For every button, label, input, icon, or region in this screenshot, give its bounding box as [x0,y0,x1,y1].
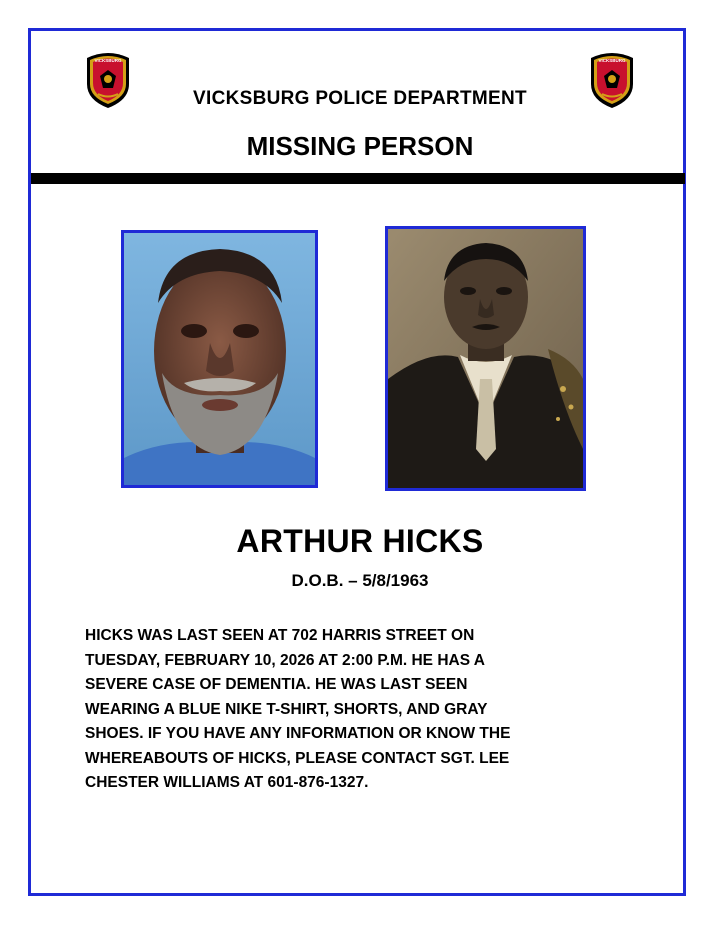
description-line: TUESDAY, FEBRUARY 10, 2026 AT 2:00 P.M. HE HAS A [85,651,485,669]
description-paragraph [85,624,655,796]
person-name: ARTHUR HICKS [236,523,484,559]
description-line: SEVERE CASE OF DEMENTIA. HE WAS LAST SEEN [85,676,468,693]
description-line: WEARING A BLUE NIKE T-SHIRT, SHORTS, AND GRAY [85,700,488,718]
date-of-birth: D.O.B. – 5/8/1963 [291,571,429,590]
header-divider [31,173,685,184]
description-line: WHEREABOUTS OF HICKS, PLEASE CONTACT SGT. LEE [85,749,510,767]
description-line: SHOES. IF YOU HAVE ANY INFORMATION OR KNOW THE [85,725,511,742]
poster-title: MISSING PERSON [246,131,474,161]
svg-text:VICKSBURG: VICKSBURG [598,58,626,63]
department-name: VICKSBURG POLICE DEPARTMENT [193,88,527,109]
description-line: HICKS WAS LAST SEEN AT 702 HARRIS STREET ON [85,627,475,644]
recent-photo [121,230,318,488]
description-line: CHESTER WILLIAMS AT 601-876-1327. [85,774,369,791]
vintage-photo [385,226,586,491]
svg-text:VICKSBURG: VICKSBURG [94,58,122,63]
